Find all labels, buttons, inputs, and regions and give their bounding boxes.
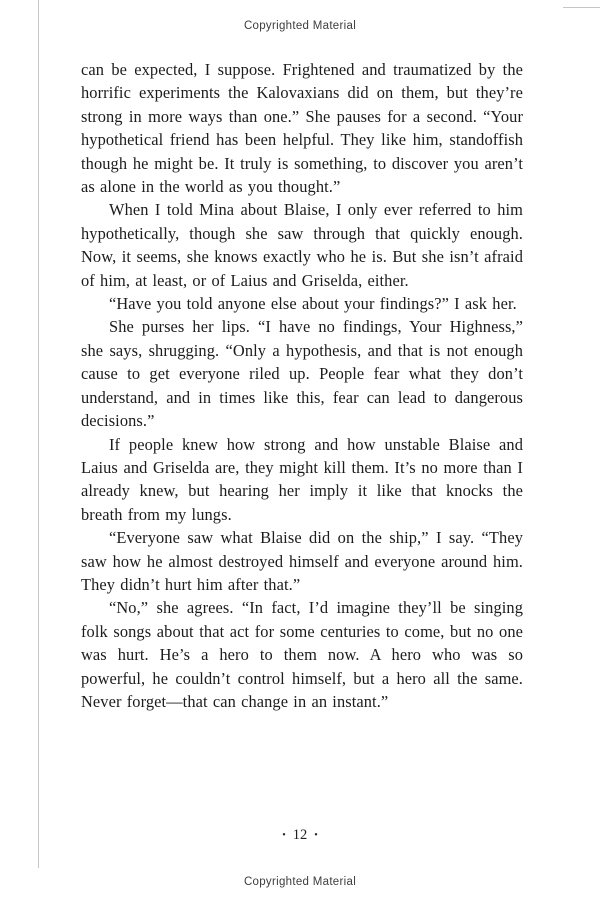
copyright-watermark-bottom: Copyrighted Material	[243, 876, 357, 888]
page-edge-line-left	[38, 0, 39, 868]
folio-number: 12	[292, 827, 308, 843]
page-number	[0, 827, 600, 844]
paragraph: “Have you told anyone else about your findings?” I ask her.	[109, 294, 517, 314]
paragraph: When I told Mina about Blaise, I only ever referred to him hypothetically, though she saw through that quickly enough. Now, it seems, she knows exactly who he is. But she isn’t afraid of him, at least, or of Laius and Griselda, either.	[81, 200, 523, 290]
copyright-watermark-top: Copyrighted Material	[243, 20, 357, 32]
paragraph: If people knew how strong and how unstable Blaise and Laius and Griselda are, they might kill them. It’s no more than I already knew, but hearing her imply it like that knocks the breath from my lungs.	[81, 434, 523, 524]
paragraph: She purses her lips. “I have no findings, Your Highness,” she says, shrugging. “Only a hypothesis, and that is not enough cause to get everyone riled up. People fear what they don’t understand, and in times like this, fear can lead to dangerous decisions.”	[81, 317, 523, 431]
body-text	[81, 58, 523, 713]
paragraph: can be expected, I suppose. Frightened and traumatized by the horrific experiments the Kalovaxians did on them, but they’re strong in more ways than one.” She pauses for a second. “Your hypothetical friend has been helpful. They like him, standoffish though he might be. It truly is something, to discover you aren’t as alone in the world as you thought.”	[81, 60, 523, 197]
folio-ornament-right: •	[314, 829, 318, 841]
page-edge-line-top-right	[563, 7, 600, 8]
paragraph: “Everyone saw what Blaise did on the ship,” I say. “They saw how he almost destroyed himself and everyone around him. They didn’t hurt him after that.”	[81, 528, 523, 594]
paragraph: “No,” she agrees. “In fact, I’d imagine they’ll be singing folk songs about that act for some centuries to come, but no one was hurt. He’s a hero to them now. A hero who was so powerful, he couldn’t control himself, but a hero all the same. Never forget—that can change in an instant.”	[81, 598, 523, 711]
folio-ornament-left: •	[282, 829, 286, 841]
